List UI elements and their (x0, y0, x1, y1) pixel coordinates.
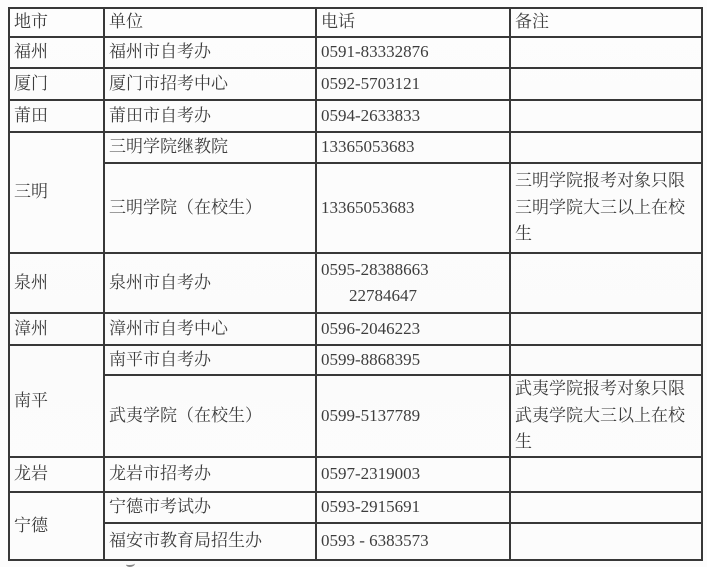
table-row (9, 163, 702, 253)
phone-cell: 0592-5703121 (316, 68, 510, 100)
phone-line-2: 22784647 (349, 286, 417, 305)
note-cell (510, 132, 702, 163)
phone-cell (316, 253, 510, 313)
table-row (9, 492, 702, 523)
header-phone: 电话 (316, 8, 510, 37)
table-row (9, 523, 702, 560)
table-row (9, 457, 702, 492)
city-cell: 三明 (9, 132, 104, 253)
unit-cell: 福安市教育局招生办 (104, 523, 316, 560)
note-cell (510, 492, 702, 523)
unit-cell: 三明学院（在校生） (104, 163, 316, 253)
header-row (9, 8, 702, 37)
note-cell (510, 37, 702, 68)
city-cell: 厦门 (9, 68, 104, 100)
phone-cell: 0594-2633833 (316, 100, 510, 132)
unit-cell: 厦门市招考中心 (104, 68, 316, 100)
note-cell (510, 523, 702, 560)
unit-cell: 南平市自考办 (104, 345, 316, 375)
note-cell: 三明学院报考对象只限三明学院大三以上在校生 (510, 163, 702, 253)
note-cell (510, 313, 702, 345)
note-cell (510, 253, 702, 313)
phone-cell: 13365053683 (316, 132, 510, 163)
city-cell: 南平 (9, 345, 104, 457)
unit-cell: 莆田市自考办 (104, 100, 316, 132)
phone-cell: 0599-5137789 (316, 375, 510, 457)
table-row (9, 68, 702, 100)
city-cell: 漳州 (9, 313, 104, 345)
city-cell: 福州 (9, 37, 104, 68)
unit-cell: 漳州市自考中心 (104, 313, 316, 345)
unit-cell: 武夷学院（在校生） (104, 375, 316, 457)
phone-cell: 0597-2319003 (316, 457, 510, 492)
note-cell (510, 457, 702, 492)
city-cell: 龙岩 (9, 457, 104, 492)
table-row (9, 37, 702, 68)
phone-cell: 0599-8868395 (316, 345, 510, 375)
note-cell (510, 100, 702, 132)
header-unit: 单位 (104, 8, 316, 37)
table-row (9, 375, 702, 457)
phone-cell: 13365053683 (316, 163, 510, 253)
table-row (9, 253, 702, 313)
city-cell: 泉州 (9, 253, 104, 313)
phone-cell: 0591-83332876 (316, 37, 510, 68)
phone-line-1: 0595-28388663 (321, 259, 429, 279)
note-cell: 武夷学院报考对象只限武夷学院大三以上在校生 (510, 375, 702, 457)
phone-cell: 0593-2915691 (316, 492, 510, 523)
unit-cell: 福州市自考办 (104, 37, 316, 68)
table-row (9, 313, 702, 345)
city-cell: 莆田 (9, 100, 104, 132)
unit-cell: 泉州市自考办 (104, 253, 316, 313)
note-cell (510, 68, 702, 100)
table-row (9, 100, 702, 132)
table-row (9, 345, 702, 375)
header-note: 备注 (510, 8, 702, 37)
table-row (9, 132, 702, 163)
unit-cell: 宁德市考试办 (104, 492, 316, 523)
exam-office-contact-table (8, 7, 703, 561)
note-cell (510, 345, 702, 375)
city-cell: 宁德 (9, 492, 104, 560)
unit-cell: 龙岩市招考办 (104, 457, 316, 492)
phone-cell: 0596-2046223 (316, 313, 510, 345)
unit-cell: 三明学院继教院 (104, 132, 316, 163)
header-city: 地市 (9, 8, 104, 37)
phone-cell: 0593 - 6383573 (316, 523, 510, 560)
stray-ink-mark (126, 561, 135, 567)
